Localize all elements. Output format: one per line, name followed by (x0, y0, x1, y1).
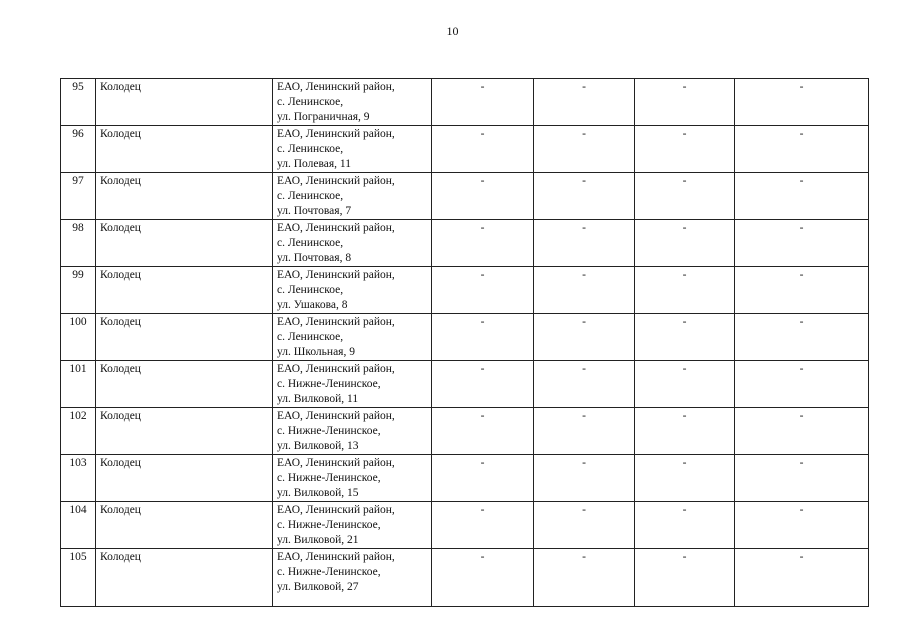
address-cell (273, 79, 432, 126)
value-cell-1: - (432, 455, 534, 502)
value-cell-2: - (534, 126, 635, 173)
value-cell-2: - (534, 173, 635, 220)
value-cell-1: - (432, 314, 534, 361)
row-number-cell: 98 (61, 220, 96, 267)
row-number-cell: 104 (61, 502, 96, 549)
object-name-cell: Колодец (96, 502, 273, 549)
table-row (61, 314, 869, 361)
value-cell-1: - (432, 173, 534, 220)
address-cell (273, 267, 432, 314)
value-cell-3: - (635, 549, 735, 607)
address-line: ЕАО, Ленинский район, (277, 504, 395, 516)
object-name-cell: Колодец (96, 173, 273, 220)
value-cell-1: - (432, 126, 534, 173)
row-number-cell: 100 (61, 314, 96, 361)
value-cell-4: - (735, 502, 869, 549)
value-cell-2: - (534, 502, 635, 549)
table-row (61, 408, 869, 455)
value-cell-2: - (534, 408, 635, 455)
registry-table (60, 78, 869, 607)
value-cell-1: - (432, 502, 534, 549)
address-cell (273, 549, 432, 607)
address-line: ул. Вилковой, 13 (277, 440, 359, 452)
address-line: с. Ленинское, (277, 143, 344, 155)
address-line: ул. Школьная, 9 (277, 346, 355, 358)
value-cell-2: - (534, 220, 635, 267)
address-line: ЕАО, Ленинский район, (277, 316, 395, 328)
address-line: с. Нижне-Ленинское, (277, 378, 381, 390)
address-line: ул. Почтовая, 7 (277, 205, 352, 217)
value-cell-4: - (735, 314, 869, 361)
value-cell-4: - (735, 79, 869, 126)
address-cell (273, 173, 432, 220)
address-line: ул. Полевая, 11 (277, 158, 351, 170)
object-name-cell: Колодец (96, 267, 273, 314)
address-line: ЕАО, Ленинский район, (277, 175, 395, 187)
value-cell-4: - (735, 361, 869, 408)
table-row (61, 173, 869, 220)
address-line: ул. Ушакова, 8 (277, 299, 348, 311)
table-row (61, 220, 869, 267)
value-cell-2: - (534, 455, 635, 502)
address-line: с. Ленинское, (277, 190, 344, 202)
row-number-cell: 103 (61, 455, 96, 502)
address-line: с. Ленинское, (277, 96, 344, 108)
address-line: ЕАО, Ленинский район, (277, 363, 395, 375)
row-number-cell: 101 (61, 361, 96, 408)
table-row (61, 549, 869, 607)
value-cell-3: - (635, 408, 735, 455)
object-name-cell: Колодец (96, 361, 273, 408)
object-name-cell: Колодец (96, 314, 273, 361)
object-name-cell: Колодец (96, 220, 273, 267)
value-cell-1: - (432, 549, 534, 607)
object-name-cell: Колодец (96, 455, 273, 502)
value-cell-3: - (635, 79, 735, 126)
row-number-cell: 97 (61, 173, 96, 220)
address-line: с. Нижне-Ленинское, (277, 425, 381, 437)
address-line: ул. Пограничная, 9 (277, 111, 370, 123)
address-cell (273, 126, 432, 173)
address-line: ЕАО, Ленинский район, (277, 81, 395, 93)
value-cell-3: - (635, 220, 735, 267)
value-cell-3: - (635, 267, 735, 314)
value-cell-4: - (735, 220, 869, 267)
value-cell-3: - (635, 314, 735, 361)
address-line: ЕАО, Ленинский район, (277, 222, 395, 234)
value-cell-4: - (735, 126, 869, 173)
row-number-cell: 105 (61, 549, 96, 607)
value-cell-4: - (735, 408, 869, 455)
registry-table-body (61, 79, 869, 607)
value-cell-1: - (432, 220, 534, 267)
table-row (61, 361, 869, 408)
address-line: ул. Вилковой, 11 (277, 393, 359, 405)
address-line: с. Нижне-Ленинское, (277, 519, 381, 531)
value-cell-4: - (735, 173, 869, 220)
table-row (61, 126, 869, 173)
address-line: с. Ленинское, (277, 237, 344, 249)
value-cell-2: - (534, 361, 635, 408)
address-line: ЕАО, Ленинский район, (277, 457, 395, 469)
address-line: с. Ленинское, (277, 284, 344, 296)
address-line: ул. Вилковой, 21 (277, 534, 359, 546)
address-cell (273, 314, 432, 361)
address-cell (273, 361, 432, 408)
page-number: 10 (446, 24, 459, 38)
table-row (61, 455, 869, 502)
row-number-cell: 99 (61, 267, 96, 314)
address-line: ЕАО, Ленинский район, (277, 128, 395, 140)
address-line: ЕАО, Ленинский район, (277, 551, 395, 563)
table-row (61, 267, 869, 314)
value-cell-3: - (635, 173, 735, 220)
object-name-cell: Колодец (96, 126, 273, 173)
object-name-cell: Колодец (96, 79, 273, 126)
object-name-cell: Колодец (96, 549, 273, 607)
value-cell-2: - (534, 79, 635, 126)
address-line: с. Нижне-Ленинское, (277, 566, 381, 578)
address-line: ул. Почтовая, 8 (277, 252, 352, 264)
row-number-cell: 95 (61, 79, 96, 126)
address-cell (273, 455, 432, 502)
value-cell-3: - (635, 361, 735, 408)
address-cell (273, 408, 432, 455)
address-line: с. Нижне-Ленинское, (277, 472, 381, 484)
value-cell-4: - (735, 455, 869, 502)
address-line: ЕАО, Ленинский район, (277, 410, 395, 422)
address-line: ул. Вилковой, 27 (277, 581, 359, 593)
value-cell-2: - (534, 267, 635, 314)
row-number-cell: 96 (61, 126, 96, 173)
address-cell (273, 502, 432, 549)
value-cell-3: - (635, 455, 735, 502)
value-cell-2: - (534, 549, 635, 607)
value-cell-1: - (432, 267, 534, 314)
address-line: ЕАО, Ленинский район, (277, 269, 395, 281)
address-line: ул. Вилковой, 15 (277, 487, 359, 499)
row-number-cell: 102 (61, 408, 96, 455)
value-cell-3: - (635, 502, 735, 549)
value-cell-1: - (432, 361, 534, 408)
value-cell-1: - (432, 408, 534, 455)
address-line: с. Ленинское, (277, 331, 344, 343)
table-row (61, 79, 869, 126)
value-cell-4: - (735, 267, 869, 314)
value-cell-1: - (432, 79, 534, 126)
value-cell-4: - (735, 549, 869, 607)
address-cell (273, 220, 432, 267)
value-cell-2: - (534, 314, 635, 361)
value-cell-3: - (635, 126, 735, 173)
table-row (61, 502, 869, 549)
object-name-cell: Колодец (96, 408, 273, 455)
